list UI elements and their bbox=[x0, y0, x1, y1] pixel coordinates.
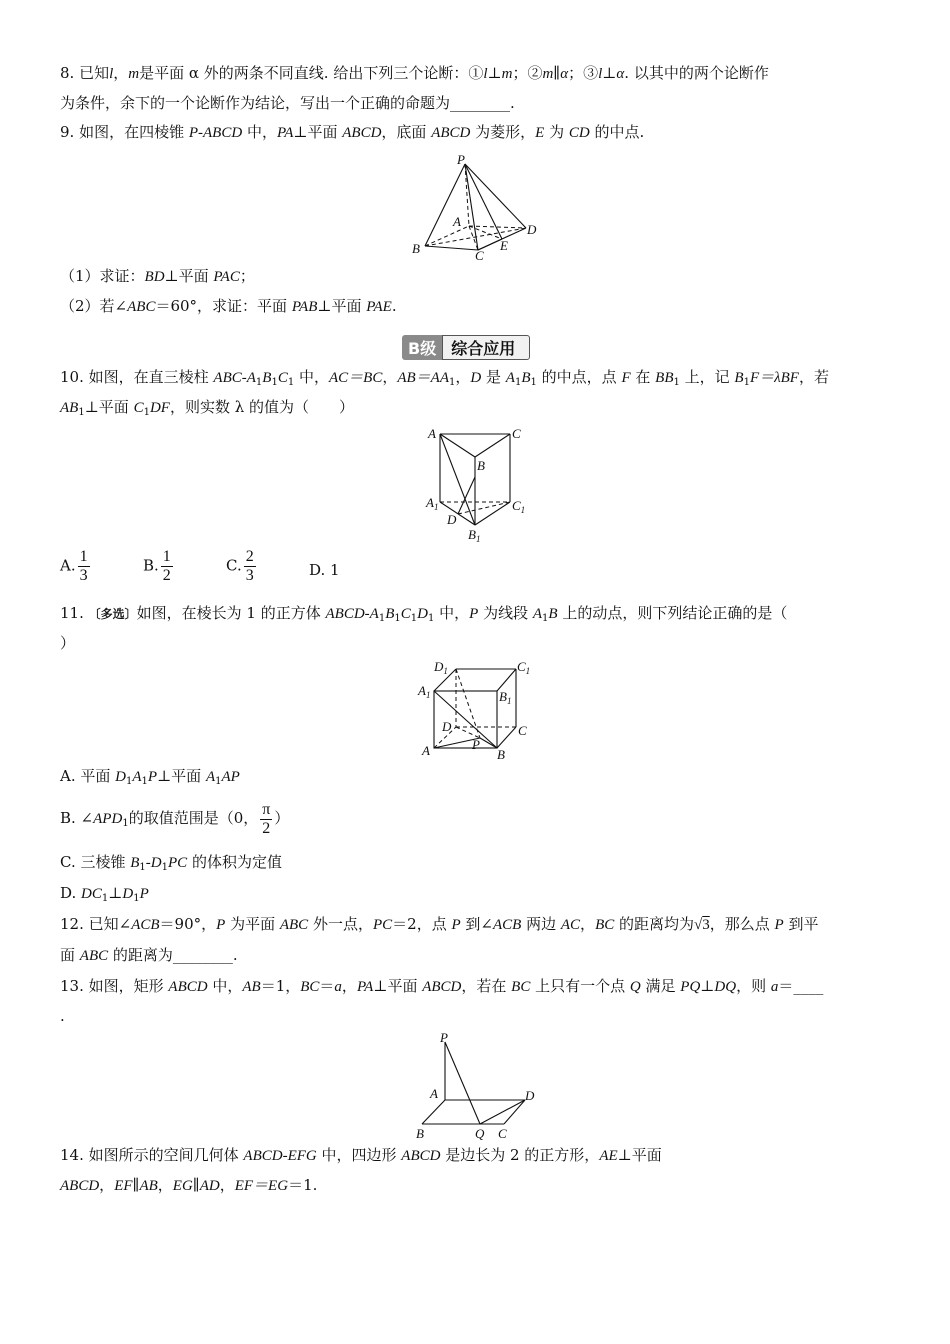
q10-label-A: A bbox=[428, 426, 436, 441]
q10-label-A1: $A_1$ bbox=[426, 495, 439, 512]
q9-part1: （1）求证：BD⊥平面 PAC； bbox=[60, 267, 255, 285]
q9-label-C: C bbox=[475, 248, 484, 262]
section-level-badge bbox=[402, 334, 530, 360]
q9-label-D: D bbox=[527, 222, 537, 237]
q11-label-A1: $A_1$ bbox=[418, 683, 431, 700]
q10-label-C: C bbox=[512, 426, 521, 441]
q11-label-D: D bbox=[442, 719, 452, 734]
q10-prism-figure bbox=[420, 422, 535, 551]
q10-label-B: B bbox=[477, 458, 485, 473]
q10-option-a[interactable]: A. $\frac{1}{3}$ bbox=[60, 548, 88, 584]
q10-option-d[interactable]: D. 1 bbox=[309, 561, 340, 579]
q13-label-P: P bbox=[440, 1030, 448, 1045]
level-label: B级 bbox=[402, 335, 442, 360]
q13-label-D: D bbox=[525, 1088, 535, 1103]
q13-line2: . bbox=[60, 1007, 65, 1025]
q9-stem: 9. 如图，在四棱锥 P-ABCD 中，PA⊥平面 ABCD，底面 ABCD 为菱形，E 为 CD 的中点. bbox=[60, 123, 645, 141]
q12-line1: 12. 已知∠ACB＝90°，P 为平面 ABC 外一点，PC＝2，点 P 到∠ACB 两边 AC，BC 的距离均为√3，那么点 P 到平 bbox=[60, 915, 819, 933]
q8-line1: 8. 已知l，m是平面 α 外的两条不同直线. 给出下列三个论断：①l⊥m；②m∥α；③l⊥α. 以其中的两个论断作 bbox=[60, 64, 769, 82]
q9-label-A: A bbox=[453, 214, 461, 229]
q13-label-B: B bbox=[416, 1126, 424, 1141]
q10-label-C1: $C_1$ bbox=[512, 498, 526, 515]
q11-option-b[interactable]: B. $\angle APD_1$的取值范围是（0， $\frac{\pi}{2}$ ） bbox=[60, 800, 290, 837]
q9-part2: （2）若∠ABC＝60°，求证：平面 PAB⊥平面 PAE. bbox=[60, 297, 397, 315]
q14-line2: ABCD，EF∥AB，EG∥AD，EF＝EG＝1. bbox=[60, 1176, 318, 1194]
q13-figure bbox=[410, 1030, 545, 1149]
q10-label-D: D bbox=[447, 512, 457, 527]
q10-line1: 10. 如图，在直三棱柱 ABC-$A_1B_1C_1$ 中，AC＝BC，$AB=AA_1$，D 是 $A_1B_1$ 的中点，点 F 在 $BB_1$ 上，记 $B_1F=\lambda BF$，若 bbox=[60, 368, 829, 388]
q11-label-D1: $D_1$ bbox=[434, 659, 448, 676]
q9-label-B: B bbox=[412, 241, 420, 256]
q9-pyramid-figure bbox=[405, 150, 545, 266]
q11-label-B1: $B_1$ bbox=[499, 689, 512, 706]
q10-line2: $AB_1\perp$平面 $C_1DF$，则实数 λ 的值为（ ） bbox=[60, 398, 355, 418]
q13-label-A: A bbox=[430, 1086, 438, 1101]
q13-line1: 13. 如图，矩形 ABCD 中，AB＝1，BC＝a，PA⊥平面 ABCD，若在 BC 上只有一个点 Q 满足 PQ⊥DQ，则 a＝____ bbox=[60, 977, 824, 995]
q11-line2: ） bbox=[60, 634, 76, 652]
q11-cube-figure bbox=[410, 655, 540, 769]
q11-label-P: P bbox=[472, 737, 480, 752]
q10-option-b[interactable]: B. $\frac{1}{2}$ bbox=[143, 548, 171, 584]
q11-option-c[interactable]: C. 三棱锥 $B_1-D_1PC$ 的体积为定值 bbox=[60, 853, 282, 873]
q10-option-c[interactable]: C. $\frac{2}{3}$ bbox=[226, 548, 254, 584]
multi-select-tag: 〔多选〕 bbox=[88, 607, 137, 621]
q9-label-P: P bbox=[457, 152, 465, 167]
q11-label-C1: $C_1$ bbox=[517, 659, 531, 676]
q11-option-a[interactable]: A. 平面 $D_1A_1P\perp$平面 $A_1AP$ bbox=[60, 767, 240, 787]
q11-option-d[interactable]: D. $DC_1\perp D_1P$ bbox=[60, 884, 149, 904]
q8-line2: 为条件，余下的一个论断作为结论，写出一个正确的命题为________. bbox=[60, 94, 515, 112]
q13-label-Q: Q bbox=[475, 1126, 485, 1141]
q11-line1: 11. 〔多选〕如图，在棱长为 1 的正方体 ABCD-$A_1B_1C_1D_1$ 中，P 为线段 $A_1B$ 上的动点，则下列结论正确的是（ bbox=[60, 604, 788, 624]
q9-label-E: E bbox=[500, 238, 508, 253]
q13-label-C: C bbox=[498, 1126, 507, 1141]
q14-line1: 14. 如图所示的空间几何体 ABCD-EFG 中，四边形 ABCD 是边长为 2 的正方形，AE⊥平面 bbox=[60, 1146, 662, 1164]
q11-label-B: B bbox=[497, 747, 505, 762]
sqrt-symbol: √3 bbox=[694, 917, 710, 933]
q11-label-C: C bbox=[518, 723, 527, 738]
section-title: 综合应用 bbox=[442, 335, 530, 360]
q10-label-B1: $B_1$ bbox=[468, 527, 481, 544]
q11-label-A: A bbox=[422, 743, 430, 758]
q12-line2: 面 ABC 的距离为________. bbox=[60, 946, 238, 964]
